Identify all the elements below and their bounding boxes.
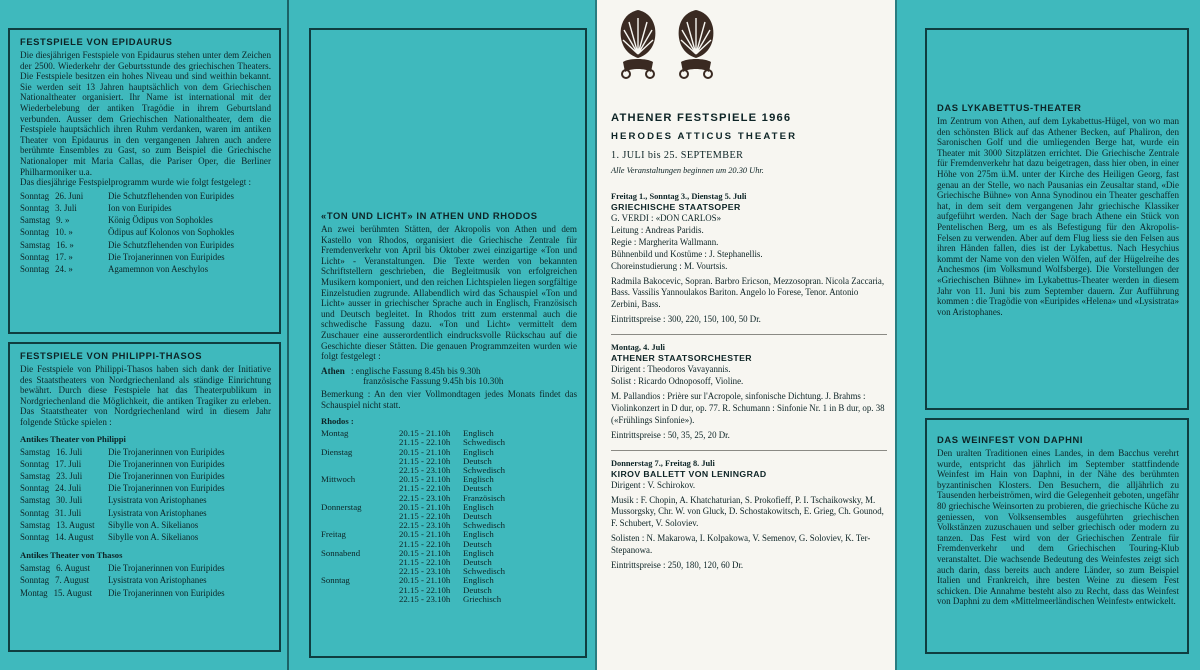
- rhodes-day: Montag: [321, 428, 349, 439]
- schedule-play: Sibylle von A. Sikelianos: [108, 519, 199, 530]
- rhodes-language: Deutsch: [463, 510, 492, 521]
- schedule-date: 30. Juli: [56, 495, 83, 506]
- schedule-day: [20, 483, 108, 495]
- schedule-play: Die Trojanerinnen von Euripides: [108, 470, 225, 481]
- rhodes-time: 21.15 - 22.10h: [399, 538, 451, 549]
- schedule-row: [20, 532, 271, 544]
- rhodes-language: Englisch: [463, 428, 494, 439]
- schedule-weekday: Montag: [20, 587, 48, 598]
- schedule-date: 26. Juni: [55, 190, 84, 201]
- epidaurus-box: [8, 28, 281, 334]
- schedule-day: [20, 520, 108, 532]
- schedule-date: 23. Juli: [56, 470, 83, 481]
- rhodes-day: Sonntag: [321, 575, 350, 586]
- schedule-row: [20, 191, 271, 203]
- schedule-row: [20, 203, 271, 215]
- schedule-day: [20, 252, 108, 264]
- schedule-day: [20, 203, 108, 215]
- event-name: KIROV BALLETT VON LENINGRAD: [611, 468, 767, 479]
- schedule-day: [20, 191, 108, 203]
- rhodes-time: 20.15 - 21.10h: [399, 474, 451, 485]
- sound-light-title: «TON UND LICHT» IN ATHEN UND RHODOS: [321, 210, 538, 221]
- event-dates: Freitag 1., Sonntag 3., Dienstag 5. Juli: [611, 192, 747, 201]
- program-content: [597, 0, 897, 572]
- lykabettus-box: [925, 28, 1189, 410]
- rhodes-day: Dienstag: [321, 446, 353, 457]
- schedule-row: [20, 459, 271, 471]
- schedule-weekday: Samstag: [20, 239, 51, 250]
- schedule-date: 15. August: [53, 587, 93, 598]
- thasos-theater-title: Antikes Theater von Thasos: [20, 550, 123, 561]
- schedule-play: Die Trojanerinnen von Euripides: [108, 446, 225, 457]
- schedule-day: [20, 459, 108, 471]
- athens-label: Athen: [321, 365, 345, 376]
- philippi-text: Die Festspiele von Philippi-Thasos haben sich dank der Initiative des Staatstheaters von Nordgriechenland als ständige Einrichtung bewährt. Durch diese Festspiele hat das Theaterpublikum in Nordgriechenland die Möglichkeit, die antiken Tragiker zu erleben. Das Staatstheater von Nordgriechenland wird in diesem Jahr folgende Stücke spielen :: [20, 364, 271, 427]
- rhodes-time: 20.15 - 21.10h: [399, 575, 451, 586]
- rhodes-time: 21.15 - 22.10h: [399, 437, 451, 448]
- event-line: Solisten : N. Makarowa, I. Kolpakowa, V. Semenov, G. Soloviev, K. Ter-Stepanowa.: [611, 533, 871, 556]
- schedule-row: [20, 264, 271, 276]
- rhodes-day: Freitag: [321, 529, 346, 540]
- event-block: [611, 334, 887, 441]
- rhodes-language: Englisch: [463, 575, 494, 586]
- philippi-theater-title: Antikes Theater von Philippi: [20, 433, 126, 444]
- event-name: ATHENER STAATSORCHESTER: [611, 353, 752, 364]
- schedule-weekday: Sonntag: [20, 483, 50, 494]
- schedule-weekday: Sonntag: [20, 227, 50, 238]
- event-block: [611, 184, 887, 326]
- schedule-day: [20, 264, 108, 276]
- schedule-play: Agamemnon von Aeschylos: [108, 263, 209, 274]
- panel-program: [597, 0, 897, 670]
- schedule-day: [20, 563, 108, 575]
- schedule-date: 31. Juli: [55, 507, 82, 518]
- schedule-row: [20, 447, 271, 459]
- daphni-title: DAS WEINFEST VON DAPHNI: [937, 434, 1084, 445]
- schedule-day: [20, 227, 108, 239]
- schedule-play: Die Trojanerinnen von Euripides: [108, 251, 225, 262]
- rhodes-language: Deutsch: [463, 538, 492, 549]
- philippi-box: [8, 342, 281, 652]
- schedule-weekday: Sonntag: [20, 251, 50, 262]
- schedule-play: Lysistrata von Aristophanes: [108, 575, 207, 586]
- event-line: Dirigent : V. Schirokov.: [611, 479, 696, 490]
- philippi-schedule: [20, 447, 271, 545]
- rhodes-time: 22.15 - 23.10h: [399, 464, 451, 475]
- schedule-day: [20, 240, 108, 252]
- schedule-day: [20, 495, 108, 507]
- rhodes-time: 21.15 - 22.10h: [399, 510, 451, 521]
- program-dates: 1. JULI bis 25. SEPTEMBER: [611, 150, 744, 161]
- panel-left: [0, 0, 289, 670]
- rhodes-language: Englisch: [463, 529, 494, 540]
- event-line: Choreinstudierung : M. Vourtsis.: [611, 260, 728, 271]
- program-title: ATHENER FESTSPIELE 1966: [611, 112, 792, 124]
- rhodes-language: Englisch: [463, 547, 494, 558]
- athens-lines: [351, 366, 503, 387]
- lykabettus-text: Im Zentrum von Athen, auf dem Lykabettus-Hügel, von wo man den schönsten Blick auf das Athener Becken, auf Phaliron, den Saronischen Golf und die umliegenden Berge hat, wurde ein Theater mit 3000 Sitzplätzen errichtet. Die Griechische Zentrale für Fremdenverkehr hat dazu beigetragen, dass hier oben, in einer Höhe von 275m ü.M. unter der Kirche des Heiligen Georg, fast genau an der Stelle, wo nach Pausanias ein Zeusaltar stand, «Die Griechische Bühne» von Anna Synodinou ein Theater geschaffen hat, in dem seit dem vergangenen Jahr griechische Klassiker aufgeführt werden. Nach der Sage brach Athene ein Stück von Pentelischen Berg, um es als Befestigung für den Akropolis-Felsen zu verwenden. Aber auf dem Flug liess sie den Felsen aus ihren Händen fallen, dies ist der Lykabettus. Nach Hesychius kommt der Name von den vielen Wölfen, auf der Hügelreihe des Anchesmos (im Volksmund Wolfsberge). Die Vorstellungen der «Griechischen Bühne» im Lykabettus-Theater werden in diesem Jahr von 11. Juni bis zum September dauern. Zur Aufführung kommen : die Tragödie von «Euripides «Helena» und «Lysistrata» von Aristophanes.: [937, 116, 1179, 317]
- schedule-row: [20, 240, 271, 252]
- daphni-box: [925, 418, 1189, 654]
- schedule-date: 13. August: [56, 519, 95, 530]
- rhodes-language: Deutsch: [463, 556, 492, 567]
- schedule-weekday: Sonntag: [20, 458, 50, 469]
- event-line: G. VERDI : «DON CARLOS»: [611, 213, 722, 223]
- schedule-date: 7. August: [55, 575, 90, 586]
- schedule-weekday: Sonntag: [20, 202, 50, 213]
- schedule-play: Die Trojanerinnen von Euripides: [108, 483, 225, 494]
- schedule-weekday: Samstag: [20, 563, 51, 574]
- rhodes-schedule: [321, 429, 577, 604]
- schedule-row: [20, 215, 271, 227]
- schedule-weekday: Samstag: [20, 519, 51, 530]
- sound-light-box: [309, 28, 587, 658]
- schedule-play: Ion von Euripides: [108, 202, 172, 213]
- panel-right: [897, 0, 1200, 670]
- schedule-date: 6. August: [56, 563, 91, 574]
- epidaurus-schedule: [20, 191, 271, 276]
- schedule-weekday: Samstag: [20, 470, 51, 481]
- rhodes-time: 22.15 - 23.10h: [399, 520, 451, 531]
- lykabettus-title: DAS LYKABETTUS-THEATER: [937, 102, 1082, 113]
- rhodes-time: 21.15 - 22.10h: [399, 455, 451, 466]
- schedule-date: 16. Juli: [56, 446, 83, 457]
- rhodes-time: 20.15 - 21.10h: [399, 428, 451, 439]
- event-dates: Donnerstag 7., Freitag 8. Juli: [611, 458, 715, 468]
- rhodes-language: Deutsch: [463, 455, 492, 466]
- schedule-date: 14. August: [55, 531, 94, 542]
- rhodes-time: 20.15 - 21.10h: [399, 529, 451, 540]
- schedule-row: [20, 252, 271, 264]
- schedule-weekday: Sonntag: [20, 575, 50, 586]
- rhodes-language: Englisch: [463, 501, 494, 512]
- event-line: Bühnenbild und Kostüme : J. Stephanellis.: [611, 248, 763, 259]
- rhodes-language: Schwedisch: [463, 566, 506, 577]
- schedule-weekday: Samstag: [20, 495, 51, 506]
- schedule-row: [20, 471, 271, 483]
- schedule-date: 3. Juli: [55, 202, 77, 213]
- rhodes-day: [321, 586, 399, 595]
- rhodes-day: Sonnabend: [321, 547, 361, 558]
- rhodes-day: [321, 457, 399, 466]
- rhodes-language: Englisch: [463, 474, 494, 485]
- event-prices: Eintrittspreise : 300, 220, 150, 100, 50 Dr.: [611, 314, 761, 325]
- schedule-day: [20, 575, 108, 587]
- schedule-play: Sibylle von A. Sikelianos: [108, 531, 199, 542]
- thasos-schedule: [20, 563, 271, 600]
- rhodes-language: Schwedisch: [463, 520, 506, 531]
- schedule-weekday: Sonntag: [20, 190, 50, 201]
- rhodes-language: Schwedisch: [463, 437, 506, 448]
- schedule-play: Die Schutzflehenden von Euripides: [108, 239, 234, 250]
- rhodes-language: Deutsch: [463, 584, 492, 595]
- panel-sound-light: [289, 0, 597, 670]
- program-note: Alle Veranstaltungen beginnen um 20.30 Uhr.: [611, 166, 764, 175]
- schedule-play: Ödipus auf Kolonos von Sophokles: [108, 227, 235, 238]
- schedule-row: [20, 508, 271, 520]
- rhodes-language: Schwedisch: [463, 464, 506, 475]
- rhodes-day: [321, 558, 399, 567]
- philippi-title: FESTSPIELE VON PHILIPPI-THASOS: [20, 350, 203, 361]
- rhodes-time: 22.15 - 23.10h: [399, 566, 451, 577]
- event-line: Radmila Bakocevic, Sopran. Barbro Ericson, Mezzosopran. Nicola Zaccaria, Bass. Vassilis Yannoulakos Bariton. Angelo lo Forese, Tenor. Antonio Zerbini, Bass.: [611, 275, 885, 310]
- rhodes-day: [321, 595, 399, 604]
- epidaurus-text: Die diesjährigen Festspiele von Epidaurus stehen unter dem Zeichen der 2500. Wiederkehr der Geburtsstunde des griechischen Theaters. Die Festspiele besitzen ein hohes Niveau und sind weithin bekannt. Sie werden seit 13 Jahren hauptsächlich von dem Griechischen Nationaltheater organisiert. Ihr Name ist international mit der Wiederbelebung der antiken Tragödie in ihrem Geburtsland verbunden. Ausser dem Griechischen Nationaltheater, dem die Festspiele hauptsächlich ihren Ruhm verdanken, waren im antiken Theater von Epidaurus in den vergangenen Jahren auch andere berühmte Ensembles zu Gast, so zum Beispiel die Griechische Nationaloper mit Maria Callas, die Pariser Oper, die Berliner Philharmoniker u.a.: [20, 50, 271, 177]
- schedule-day: [20, 471, 108, 483]
- event-name: GRIECHISCHE STAATSOPER: [611, 202, 741, 212]
- schedule-row: [20, 588, 271, 600]
- event-line: Musik : F. Chopin, A. Khatchaturian, S. Prokofieff, P. I. Tschaikowsky, M. Mussorgsky, Chr. W. von Gluck, D. Schostakowitsch, E. Grieg, Ch. Gounod, F. Schubert, V. Soloviev.: [611, 494, 884, 529]
- rhodes-time: 21.15 - 22.10h: [399, 584, 451, 595]
- event-list: [611, 184, 887, 572]
- schedule-date: 10. »: [55, 227, 73, 238]
- rhodes-language: Griechisch: [463, 593, 502, 604]
- schedule-weekday: Sonntag: [20, 263, 50, 274]
- schedule-play: Die Trojanerinnen von Euripides: [108, 563, 225, 574]
- schedule-day: [20, 447, 108, 459]
- rhodes-time: 20.15 - 21.10h: [399, 547, 451, 558]
- schedule-weekday: Sonntag: [20, 507, 50, 518]
- schedule-play: Die Trojanerinnen von Euripides: [108, 458, 225, 469]
- event-prices: Eintrittspreise : 250, 180, 120, 60 Dr.: [611, 560, 744, 571]
- rhodes-time: 20.15 - 21.10h: [399, 446, 451, 457]
- event-line: Regie : Margherita Wallmann.: [611, 236, 719, 247]
- palmette-ornament-icon: [617, 8, 659, 80]
- rhodes-time: 21.15 - 22.10h: [399, 556, 451, 567]
- rhodes-language: Deutsch: [463, 483, 492, 494]
- rhodes-day: Donnerstag: [321, 501, 362, 512]
- schedule-day: [20, 588, 108, 600]
- schedule-day: [20, 508, 108, 520]
- event-prices: Eintrittspreise : 50, 35, 25, 20 Dr.: [611, 429, 730, 440]
- schedule-play: Die Trojanerinnen von Euripides: [108, 587, 225, 598]
- rhodes-title: Rhodos :: [321, 416, 354, 427]
- rhodes-time: 22.15 - 23.10h: [399, 492, 451, 503]
- event-line: M. Pallandios : Prière sur l'Acropole, sinfonische Dichtung. J. Brahms : Violinkonzert in D dur, op. 77. R. Schumann : Sinfonie Nr. 1 in B dur, op. 38 («Frühlings Sinfonie»).: [611, 390, 885, 425]
- event-line: Solist : Ricardo Odnoposoff, Violine.: [611, 376, 744, 387]
- rhodes-time: 21.15 - 22.10h: [399, 483, 451, 494]
- schedule-weekday: Samstag: [20, 446, 51, 457]
- schedule-row: [20, 483, 271, 495]
- rhodes-day: [321, 512, 399, 521]
- event-block: [611, 450, 887, 572]
- palmette-ornament-icon: [675, 8, 717, 80]
- event-dates: Montag, 4. Juli: [611, 343, 665, 353]
- schedule-weekday: Sonntag: [20, 531, 50, 542]
- schedule-date: 24. Juli: [55, 483, 82, 494]
- rhodes-language: Englisch: [463, 446, 494, 457]
- rhodes-language: Französisch: [463, 492, 506, 503]
- schedule-day: [20, 215, 108, 227]
- sound-light-text: An zwei berühmten Stätten, der Akropolis von Athen und dem Kastello von Rhodos, organisiert die Griechische Zentrale für Fremdenverkehr von April bis Oktober zwei einzigartige «Ton und Licht» - Veranstaltungen. Die Texte werden von bekannten Schriftstellern geschrieben, die Begleitmusik von erfolgreichen Musikern komponiert, und den reichen Lichtspielen liegen sorgfältige Einzelstudien zugrunde. Allabendlich wird das Schauspiel «Ton und Licht» ausser in griechischer Sprache auch in Englisch, Französisch und Deutsch begleitet. In Rhodos tritt zum erstenmal auch die schwedische Fassung dazu. «Ton und Licht» vermittelt dem Zuschauer eine ausserordentlich eindrucksvolle Rückschau auf die Geschichte dieser Stätten. Die genauen Programmzeiten wurden wie folgt festgelegt :: [321, 224, 577, 362]
- event-line: Dirigent : Theodoros Vavayannis.: [611, 364, 731, 375]
- epidaurus-title: FESTSPIELE VON EPIDAURUS: [20, 36, 173, 47]
- schedule-date: 9. »: [56, 215, 70, 226]
- schedule-date: 16. »: [56, 239, 74, 250]
- athens-line: französische Fassung 9.45h bis 10.30h: [363, 376, 504, 387]
- schedule-row: [20, 227, 271, 239]
- athens-times: [321, 366, 577, 387]
- schedule-row: [20, 520, 271, 532]
- schedule-row: [20, 563, 271, 575]
- schedule-play: Die Schutzflehenden von Euripides: [108, 190, 234, 201]
- program-venue: HERODES ATTICUS THEATER: [611, 131, 798, 142]
- sound-light-note: Bemerkung : An den vier Vollmondtagen jedes Monats findet das Schauspiel nicht statt.: [321, 388, 577, 410]
- epidaurus-intro: Das diesjährige Festspielprogramm wurde wie folgt festgelegt :: [20, 177, 252, 188]
- schedule-row: [20, 495, 271, 507]
- rhodes-day: [321, 484, 399, 493]
- schedule-row: [20, 575, 271, 587]
- schedule-play: Lysistrata von Aristophanes: [108, 507, 207, 518]
- schedule-date: 24. »: [55, 263, 73, 274]
- schedule-play: König Ödipus von Sophokles: [108, 215, 213, 226]
- rhodes-day: Mittwoch: [321, 474, 356, 485]
- event-line: Leitung : Andreas Paridis.: [611, 224, 704, 235]
- rhodes-row: [321, 595, 577, 604]
- schedule-date: 17. Juli: [55, 458, 82, 469]
- rhodes-time: 22.15 - 23.10h: [399, 593, 451, 604]
- daphni-text: Den uralten Traditionen eines Landes, in dem Bacchus verehrt wurde, entspricht das jährlich im September stattfindende Weinfest im Hain von Daphni, in der Nähe des berühmten byzantinischen Klosters. Den Besuchern, die alljährlich zu Tausenden herbeiströmen, wird die Gelegenheit geboten, ungefähr 80 griechische Weinsorten zu probieren, die griechische Küche zu geniessen, von Volksensembles ausgeführten griechischen Volkstänzen zuzuschauen und selber griechisch oder modern zu tanzen. Das Fest wird von der Griechischen Zentrale für Fremdenverkehr und dem Griechischen Touring-Klub veranstaltet. Die wachsende Bedeutung des Weinfestes zeigt sich auch darin, dass bereits auch andere Länder, so zum Beispiel Italien und Frankreich, ihre besten Weine zu diesem Fest schicken. Die Annahme besteht also zu Recht, dass das Weinfest von Daphni zu dem «Mittelmeerländischen Weinfest» entwickelt.: [937, 448, 1179, 607]
- athens-line: : englische Fassung 8.45h bis 9.30h: [351, 365, 481, 376]
- schedule-date: 17. »: [55, 251, 73, 262]
- schedule-day: [20, 532, 108, 544]
- schedule-play: Lysistrata von Aristophanes: [108, 495, 207, 506]
- rhodes-time: 20.15 - 21.10h: [399, 501, 451, 512]
- schedule-weekday: Samstag: [20, 215, 51, 226]
